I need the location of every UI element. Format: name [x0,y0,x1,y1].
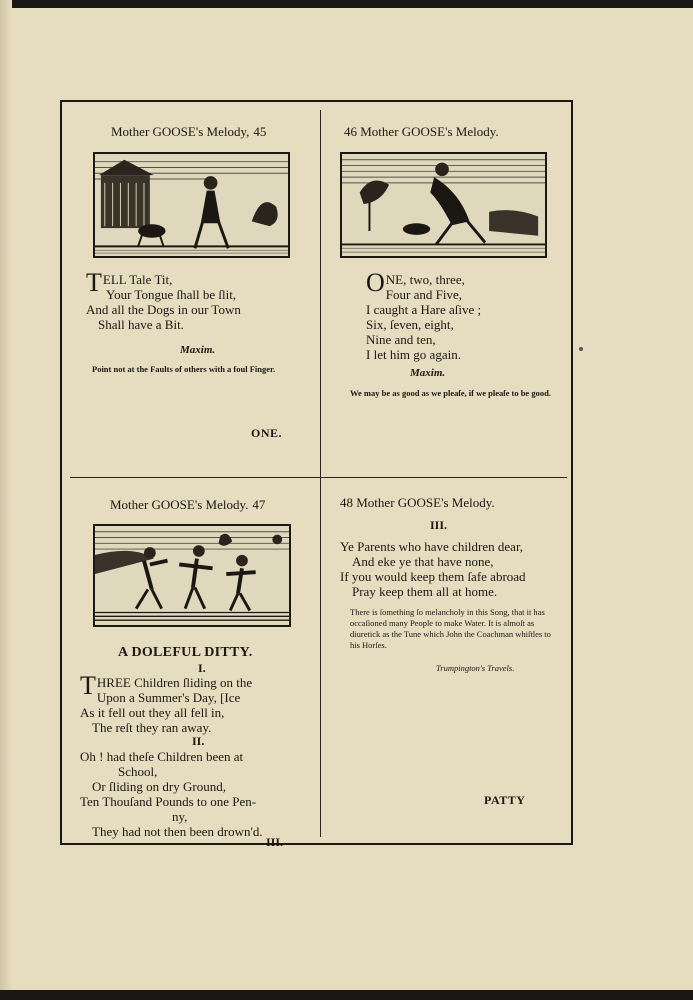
verse-line: Ye Parents who have children dear, [340,539,523,554]
panel-page-48 [328,487,566,832]
verse-line: ny, [172,809,188,824]
stanza-number: II. [192,734,205,748]
page-number: 46 [344,124,357,139]
verse-line: Nine and ten, [366,332,436,347]
verse-line: Or ſliding on dry Ground, [92,779,226,794]
verse-line: NE, two, three, [385,272,465,287]
verse-line: Oh ! had theſe Children been at [80,749,244,764]
verse-line: And eke ye that have none, [352,554,494,569]
top-edge [0,0,693,8]
stanza-number: III. [266,835,284,849]
poem-title: A DOLEFUL DITTY. [118,645,253,660]
catchword: ONE. [251,426,283,440]
stanza-3 [340,539,566,599]
verse-line: They had not then been drown'd. [92,824,263,839]
verse-line: As it fell out they all fell in, [80,705,225,720]
header-title: Mother GOOSE's Melody. [110,497,249,512]
verse-line: Ten Thouſand Pounds to one Pen- [80,794,257,809]
maxim-heading: Maxim. [180,344,216,356]
verse-line: I caught a Hare aſive ; [366,302,482,317]
vertical-divider [320,110,321,837]
verse-line: The reſt they ran away. [92,720,212,735]
running-header [340,495,495,511]
verse-line: Upon a Summer's Day, [Ice [96,690,241,705]
horizontal-divider [70,477,567,478]
panel-page-46 [328,114,566,469]
source-credit: Trumpington's Travels. [436,663,515,673]
header-title: Mother GOOSE's Melody. [360,124,499,139]
drop-cap: T [80,671,96,700]
drop-cap: O [366,268,385,297]
verse-line: And all the Dogs in our Town [86,302,241,317]
page-number: 47 [252,497,266,512]
facsimile-plate [60,100,573,849]
verse-line: If you would keep them ſafe abroad [340,569,526,584]
verse-line: HREE Children ſliding on the [96,675,253,690]
page-number: 45 [253,124,267,139]
woodcut-hare-hunter [340,152,547,258]
verse-tell-tale-tit [86,268,312,332]
bottom-edge [0,990,693,1000]
stanza-number: III. [430,518,448,532]
running-header [110,497,265,513]
header-title: Mother GOOSE's Melody, [111,124,250,139]
panel-page-47 [74,487,314,849]
stanza-2 [80,749,316,839]
maxim-heading: Maxim. [410,367,446,379]
panel-page-45 [74,114,314,469]
verse-line: I let him go again. [366,347,461,362]
verse-line: ELL Tale Tit, [102,272,173,287]
running-header [111,124,266,140]
catchword: PATTY [484,793,526,807]
stanza-1 [80,671,316,735]
verse-line: School, [118,764,158,779]
page-number: 48 [340,495,353,510]
maxim-text: Point not at the Faults of others with a foul Finger. [92,364,276,374]
verse-line: Your Tongue ſhall be ſlit, [106,287,237,302]
page-speck [579,347,583,351]
woodcut-dog-man-house [93,152,290,258]
verse-line: Shall have a Bit. [98,317,184,332]
header-title: Mother GOOSE's Melody. [356,495,495,510]
verse-one-two-three [366,268,566,362]
verse-line: Pray keep them all at home. [352,584,498,599]
drop-cap: T [86,268,102,297]
stanza-number: I. [198,661,206,675]
verse-line: Six, ſeven, eight, [366,317,454,332]
running-header [344,124,499,140]
woodcut-children-sliding [93,524,291,627]
verse-line: Four and Five, [385,287,462,302]
maxim-text: We may be as good as we pleaſe, if we pleaſe to be good. [350,388,551,398]
page-gutter [0,0,12,1000]
commentary-note: There is ſomething ſo melancholy in this Song, that it has occaſioned many People to make Water. It is almoſt as diuretick as the Tune which John the Coachman whiſtles to his Horſes. [350,607,551,650]
